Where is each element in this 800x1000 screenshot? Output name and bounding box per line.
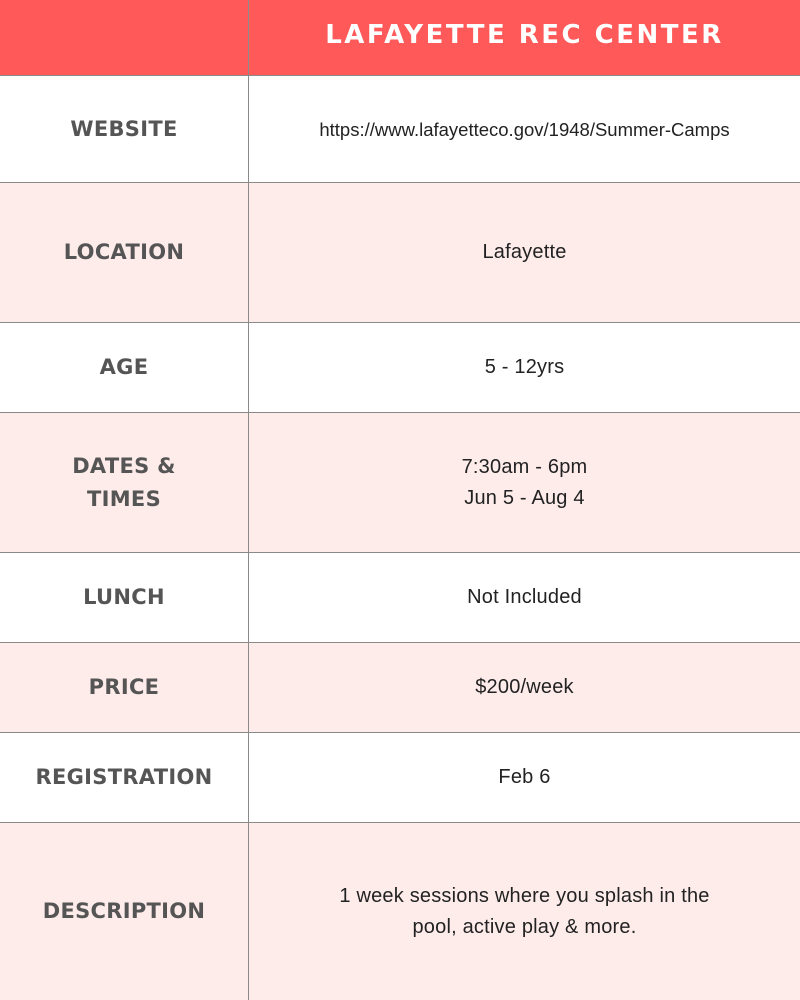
table-row-location <box>0 183 800 323</box>
table-row-price <box>0 643 800 733</box>
age-label: AGE <box>99 355 149 379</box>
table-row-dates-times <box>0 413 800 553</box>
table-row-registration <box>0 733 800 823</box>
dates-times-label-line1: DATES & <box>72 453 176 478</box>
description-label: DESCRIPTION <box>42 899 206 923</box>
description-line1: 1 week sessions where you splash in the <box>339 884 710 907</box>
table-header-row <box>0 0 800 76</box>
table-row-description <box>0 823 800 1000</box>
price-label: PRICE <box>88 675 160 699</box>
website-label: WEBSITE <box>70 116 178 141</box>
times-value: 7:30am - 6pm <box>461 455 588 478</box>
location-value: Lafayette <box>482 241 567 263</box>
dates-value: Jun 5 - Aug 4 <box>464 486 585 509</box>
dates-times-label-line2: TIMES <box>86 486 161 511</box>
table-title: LAFAYETTE REC CENTER <box>325 20 724 50</box>
dates-times-label <box>0 413 248 552</box>
price-value: $200/week <box>475 676 574 698</box>
lunch-value: Not Included <box>467 586 582 608</box>
description-line2: pool, active play & more. <box>412 915 637 938</box>
website-link[interactable]: https://www.lafayetteco.gov/1948/Summer-Camps <box>319 118 730 140</box>
registration-value: Feb 6 <box>498 766 551 788</box>
location-label: LOCATION <box>63 240 185 264</box>
age-value: 5 - 12yrs <box>484 356 565 378</box>
description-value <box>249 823 800 1000</box>
registration-label: REGISTRATION <box>35 765 213 789</box>
table-row-website <box>0 76 800 183</box>
column-divider <box>248 0 249 1000</box>
table-row-age <box>0 323 800 413</box>
lunch-label: LUNCH <box>83 585 165 609</box>
header-empty-cell <box>0 0 248 75</box>
table-row-lunch <box>0 553 800 643</box>
dates-times-value <box>249 413 800 552</box>
